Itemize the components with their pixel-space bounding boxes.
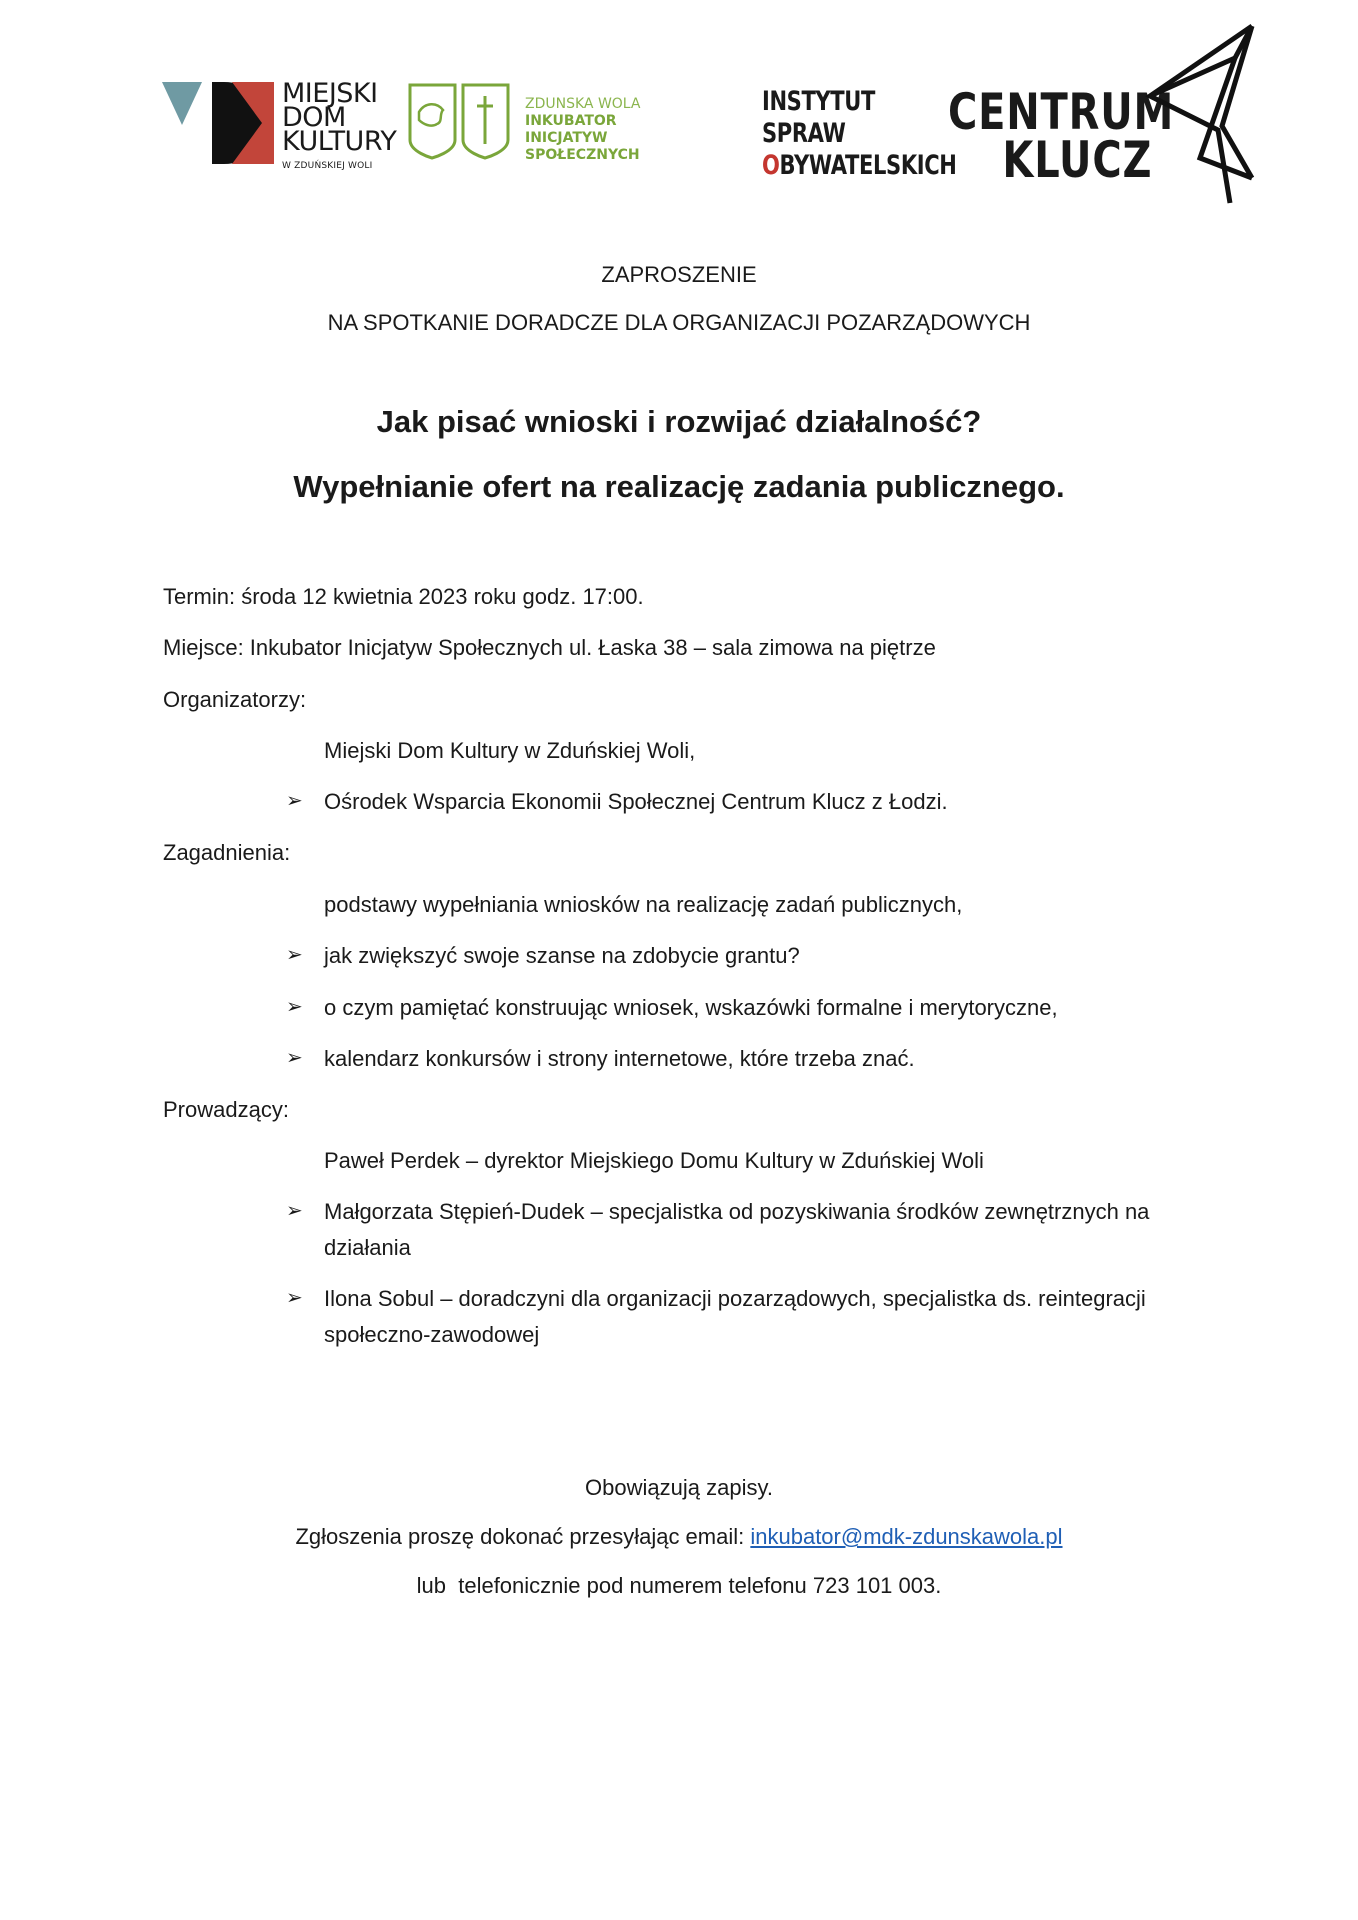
isp-line2: SPRAW	[762, 118, 846, 149]
incubator-logo	[407, 82, 677, 162]
ck-line2: KLUCZ	[1002, 131, 1153, 189]
list-item: Małgorzata Stępień-Dudek – specjalistka od pozyskiwania środków zewnętrznych na	[324, 1199, 1150, 1224]
list-item: podstawy wypełniania wniosków na realizację zadań publicznych,	[324, 892, 963, 917]
isp-line1: INSTYTUT	[762, 86, 875, 117]
incubator-line3: SPOŁECZNYCH	[525, 147, 640, 163]
email-link[interactable]: inkubator@mdk-zdunskawola.pl	[750, 1524, 1063, 1549]
mdk-line4: W ZDUŃSKIEJ WOLI	[282, 161, 373, 171]
bullet-icon: ➢	[286, 996, 303, 1018]
list-item-continued: działania	[324, 1235, 411, 1260]
ck-line1: CENTRUM	[948, 83, 1175, 141]
mdk-line3: KULTURY	[282, 126, 397, 157]
incubator-line1: ZDUNSKA WOLA	[525, 96, 641, 112]
isp-line3	[762, 150, 957, 182]
mdk-line1: MIEJSKI	[282, 78, 378, 109]
bullet-icon: ➢	[286, 944, 303, 966]
invitation-subtitle: NA SPOTKANIE DORADCZE DLA ORGANIZACJI POZARZĄDOWYCH	[327, 310, 1031, 335]
list-item: Paweł Perdek – dyrektor Miejskiego Domu Kultury w Zduńskiej Woli	[324, 1148, 984, 1173]
mdk-logo	[162, 78, 397, 171]
mdk-line2: DOM	[282, 102, 346, 133]
bullet-icon: ➢	[286, 1287, 303, 1309]
list-item: Miejski Dom Kultury w Zduńskiej Woli,	[324, 738, 696, 763]
mdk-logo-mark	[162, 80, 277, 165]
email-prefix: Zgłoszenia proszę dokonać przesyłając email:	[295, 1524, 751, 1549]
bullet-icon: ➢	[286, 1047, 303, 1069]
hosts-label: Prowadzący:	[163, 1097, 289, 1122]
incubator-line2: INKUBATOR INICJATYW	[525, 113, 617, 146]
term: Termin: środa 12 kwietnia 2023 roku godz. 17:00.	[163, 584, 644, 609]
bullet-icon: ➢	[286, 1200, 303, 1222]
title-line1: Jak pisać wnioski i rozwijać działalność?	[376, 404, 982, 439]
phone-line: lub telefonicznie pod numerem telefonu 723 101 003.	[416, 1573, 942, 1598]
list-item: o czym pamiętać konstruując wniosek, wskazówki formalne i merytoryczne,	[324, 995, 1058, 1020]
list-item: jak zwiększyć swoje szanse na zdobycie grantu?	[324, 943, 800, 968]
list-item: kalendarz konkursów i strony internetowe, które trzeba znać.	[324, 1046, 915, 1071]
email-line	[0, 1524, 1358, 1550]
invitation-heading: ZAPROSZENIE	[601, 262, 757, 287]
list-item-continued: społeczno-zawodowej	[324, 1322, 540, 1347]
registration-note: Obowiązują zapisy.	[585, 1475, 773, 1500]
bullet-icon: ➢	[286, 790, 303, 812]
topics-label: Zagadnienia:	[163, 840, 291, 865]
isp-logo	[762, 86, 957, 182]
ck-star-icon	[1140, 18, 1270, 208]
isp-line3-rest: BYWATELSKICH	[779, 150, 957, 181]
incubator-crest-icon	[407, 82, 511, 162]
list-item: Ilona Sobul – doradczyni dla organizacji pozarządowych, specjalistka ds. reintegracji	[324, 1286, 1146, 1311]
organizers-label: Organizatorzy:	[163, 687, 307, 712]
mdk-logo-text	[282, 78, 397, 178]
place: Miejsce: Inkubator Inicjatyw Społecznych ul. Łaska 38 – sala zimowa na piętrze	[163, 635, 936, 660]
isp-line3-first: O	[762, 150, 780, 181]
title-line2: Wypełnianie ofert na realizację zadania publicznego.	[293, 469, 1065, 504]
list-item: Ośrodek Wsparcia Ekonomii Społecznej Centrum Klucz z Łodzi.	[324, 789, 948, 814]
